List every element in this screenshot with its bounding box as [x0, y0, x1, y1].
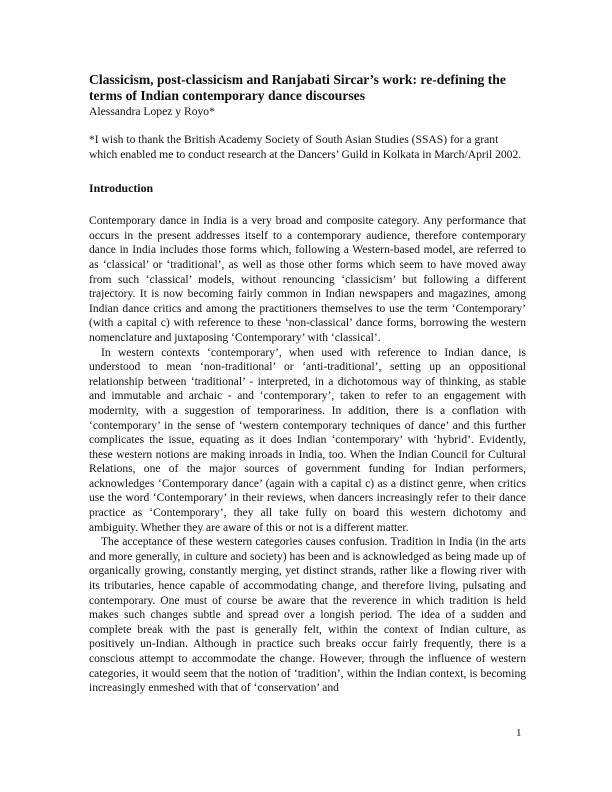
- body-paragraph-1: Contemporary dance in India is a very broad and composite category. Any performance that occurs in the present addresses itself to a contemporary audience, therefore contemporary dance in India includes those forms which, following a Western-based model, are referred to as ‘classical’ or ‘traditional’, as well as those other forms which seem to have moved away from such ‘classical’ models, without renouncing ‘classicism’ but following a different trajectory. It is now becoming fairly common in Indian newspapers and magazines, among Indian dance critics and among the practitioners themselves to use the term ‘Contemporary’ (with a capital c) with reference to these ‘non-classical’ dance forms, borrowing the western nomenclature and juxtaposing ‘Contemporary’ with ‘classical’.: [89, 215, 526, 344]
- document-title: Classicism, post-classicism and Ranjabati Sircar’s work: re-defining the terms of Indian contemporary dance discourses: [89, 72, 506, 103]
- author-name: Alessandra Lopez y Royo*: [89, 105, 215, 118]
- acknowledgement-footnote: *I wish to thank the British Academy Society of South Asian Studies (SSAS) for a grant which enabled me to conduct research at the Dancers’ Guild in Kolkata in March/April 2002.: [89, 133, 522, 161]
- section-heading-introduction: Introduction: [89, 181, 154, 196]
- page-number: 1: [516, 727, 522, 739]
- body-paragraph-2: In western contexts ‘contemporary’, when used with reference to Indian dance, is understood to mean ‘non-traditional’ or ‘anti-traditional’, setting up an oppositional relationship between ‘traditional’ - interpreted, in a dichotomous way of thinking, as stable and immutable and archaic - and ‘contemporary’, taken to refer to an engagement with modernity, with a suggestion of temporariness. In addition, there is a conflation with ‘contemporary’ in the sense of ‘western contemporary techniques of dance’ and this further complicates the issue, equating as it does Indian ‘contemporary’ with ‘hybrid’. Evidently, these western notions are making inroads in India, too. When the Indian Council for Cultural Relations, one of the major sources of government funding for Indian performers, acknowledges ‘Contemporary dance’ (again with a capital c) as a distinct genre, when critics use the word ‘Contemporary’ in their reviews, when dancers increasingly refer to their dance practice as ‘Contemporary’, they all take fully on board this western dichotomy and ambiguity. Whether they are aware of this or not is a different matter.: [89, 346, 526, 534]
- body-paragraph-3: The acceptance of these western categories causes confusion. Tradition in India (in the arts and more generally, in culture and society) has been and is acknowledged as being made up of organically growing, constantly merging, yet distinct strands, rather like a flowing river with its tributaries, hence capable of accommodating change, and therefore living, pulsating and contemporary. One must of course be aware that the reverence in which tradition is held makes such changes subtle and spread over a longish period. The idea of a sudden and complete break with the past is generally felt, within the context of Indian culture, as positively un-Indian. Although in practice such breaks occur fairly frequently, there is a conscious attempt to accommodate the change. However, through the influence of western categories, it would seem that the notion of ‘tradition’, within the Indian context, is becoming increasingly enmeshed with that of ‘conservation’ and: [89, 536, 526, 695]
- document-page: [89, 72, 526, 696]
